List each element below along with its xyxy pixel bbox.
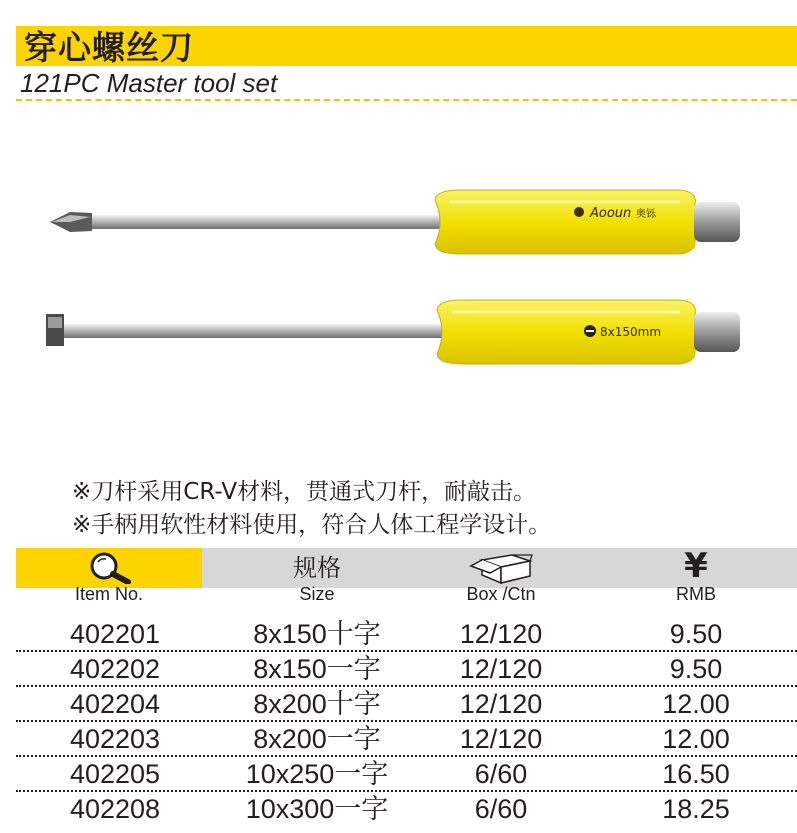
feature-notes [72,476,551,542]
header-size [202,548,432,604]
table-row [16,792,797,825]
item-number: 402203 [69,724,161,754]
price-value: 18.25 [662,794,730,824]
box-ctn-value: 6/60 [474,759,528,789]
product-image [40,160,760,380]
note-line: ※手柄用软性材料使用，符合人体工程学设计。 [72,512,552,538]
size-value: 10x300一字 [245,794,389,824]
item-number: 402204 [69,689,161,719]
item-number: 402205 [69,759,161,789]
size-value: 10x250一字 [245,759,389,789]
header-item-label: Item No. [74,584,144,604]
magnifier-icon [84,550,134,584]
table-row [16,617,797,652]
header-price-label: RMB [676,584,716,604]
note-line: ※刀杆采用CR-V材料，贯通式刀杆，耐敲击。 [72,479,537,505]
page-subtitle: 121PC Master tool set [20,68,278,98]
price-value: 9.50 [669,654,723,684]
price-value: 12.00 [662,689,730,719]
price-value: 12.00 [662,724,730,754]
price-value: 9.50 [669,619,723,649]
item-number: 402202 [69,654,161,684]
brand-logo-cn: 奥铄 [636,209,656,220]
size-value: 8x200一字 [253,724,381,754]
table-row [16,722,797,757]
table-row [16,652,797,687]
header-size-cn: 规格 [293,554,341,582]
header-price [616,548,776,604]
box-ctn-value: 12/120 [459,619,543,649]
box-icon [468,552,534,584]
size-value: 8x150十字 [253,619,381,649]
table-row [16,757,797,792]
box-ctn-value: 12/120 [459,724,543,754]
box-ctn-value: 12/120 [459,689,543,719]
header-box-label: Box /Ctn [466,584,536,604]
header-size-label: Size [299,584,335,604]
price-value: 16.50 [662,759,730,789]
phillips-screwdriver [50,190,740,254]
brand-logo-text: Aooun [590,206,632,221]
table-row [16,687,797,722]
item-number: 402208 [69,794,161,824]
slotted-screwdriver [46,300,740,364]
size-value: 8x150一字 [253,654,381,684]
box-ctn-value: 6/60 [474,794,528,824]
page-title: 穿心螺丝刀 [24,28,194,67]
header-item-no [16,548,202,604]
size-value: 8x200十字 [253,689,381,719]
title-divider [16,99,797,101]
product-table [16,617,797,825]
item-number: 402201 [69,619,161,649]
yuan-icon: ¥ [684,546,708,586]
size-marking: 8x150mm [600,325,662,339]
header-box [426,548,576,604]
box-ctn-value: 12/120 [459,654,543,684]
